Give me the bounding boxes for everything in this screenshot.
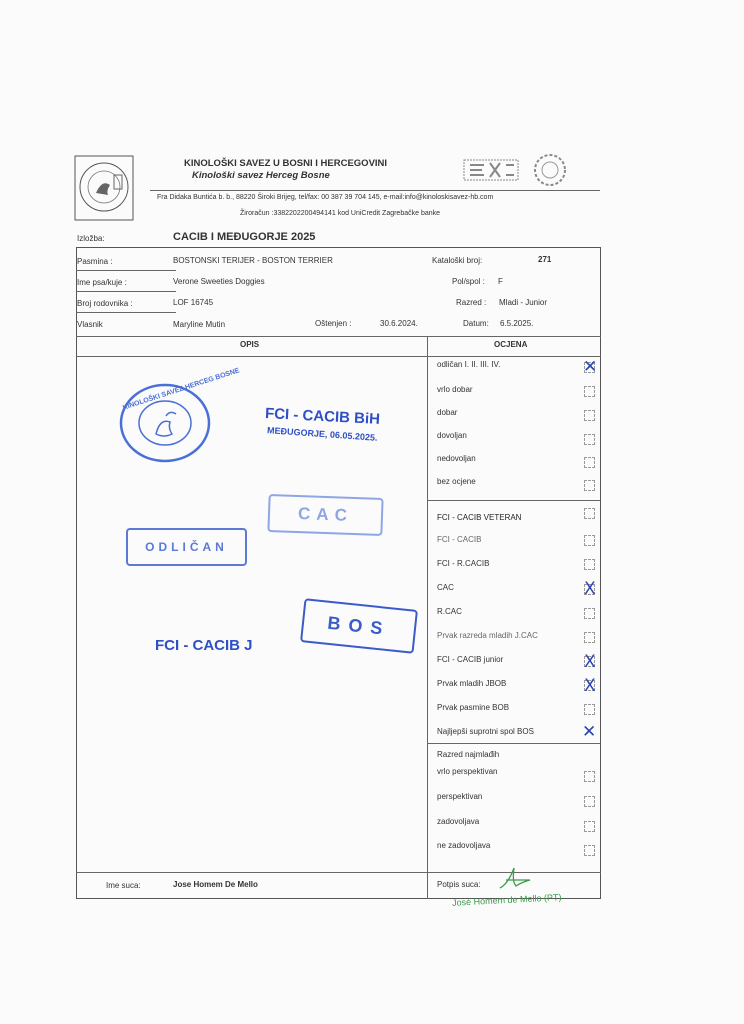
award-row (428, 724, 600, 748)
ime-label: Ime psa/kuje : (77, 278, 127, 287)
grade-label: vrlo dobar (437, 385, 473, 394)
rodovnik-label: Broj rodovnika : (77, 299, 133, 308)
young-row (428, 788, 600, 812)
row-line (76, 312, 176, 313)
award-row (428, 532, 600, 556)
young-label: zadovoljava (437, 817, 480, 826)
award-label: CAC (437, 583, 454, 592)
check-mark-icon: X (584, 676, 596, 696)
grade-label: odličan I. II. III. IV. (437, 360, 501, 369)
pol-label: Pol/spol : (452, 277, 485, 286)
grade-checkbox[interactable] (584, 434, 595, 445)
young-label: perspektivan (437, 792, 483, 801)
check-mark-icon: ✕ (582, 722, 597, 742)
award-checkbox[interactable] (584, 559, 595, 570)
young-list (428, 764, 600, 860)
header-divider (150, 190, 600, 191)
young-label: vrlo perspektivan (437, 767, 498, 776)
grade-label: dobar (437, 408, 458, 417)
young-title: Razred najmlađih (437, 750, 500, 759)
grades-divider (427, 500, 600, 501)
young-row (428, 836, 600, 860)
razred-label: Razred : (456, 298, 487, 307)
osteni-value: 30.6.2024. (380, 319, 418, 328)
pasmina-label: Pasmina : (77, 257, 113, 266)
check-mark-icon: X (584, 652, 596, 672)
org-sub: Kinološki savez Herceg Bosne (192, 170, 330, 181)
signature-stamp: José Homem de Mello (PT) (451, 892, 562, 908)
row-line (76, 270, 176, 271)
osteni-label: Oštenjen : (315, 319, 352, 328)
katalog-value: 271 (538, 255, 552, 264)
award-row (428, 676, 600, 700)
award-label: R.CAC (437, 607, 462, 616)
grade-row (428, 357, 600, 380)
grade-row (428, 403, 600, 426)
award-label: FCI - R.CACIB (437, 559, 490, 568)
vlasnik-label: Vlasnik (77, 320, 103, 329)
young-checkbox[interactable] (584, 821, 595, 832)
young-label: ne zadovoljava (437, 841, 491, 850)
round-stamp-text: KINOLOŠKI SAVEZ HERCEG BOSNE (121, 367, 241, 412)
judge-signature (496, 866, 536, 896)
award-row (428, 556, 600, 580)
katalog-label: Kataloški broj: (432, 256, 483, 265)
ocjena-header: OCJENA (494, 340, 528, 349)
izlozba-label: Izložba: (77, 234, 105, 243)
award-checkbox[interactable] (584, 535, 595, 546)
cacib-j-stamp: FCI - CACIB J (155, 637, 253, 654)
award-label: FCI - CACIB (437, 535, 482, 544)
award-label: Prvak pasmine BOB (437, 703, 510, 712)
grade-row (428, 380, 600, 403)
award-row (428, 508, 600, 532)
award-label: Najljepši suprotni spol BOS (437, 727, 534, 736)
opis-header: OPIS (240, 340, 260, 349)
grades-list (428, 357, 600, 498)
grade-row (428, 472, 600, 495)
young-checkbox[interactable] (584, 845, 595, 856)
odlican-stamp: ODLIČAN (126, 528, 247, 566)
award-checkbox[interactable] (584, 632, 595, 643)
datum-value: 6.5.2025. (500, 319, 534, 328)
award-label: Prvak razreda mladih J.CAC (437, 631, 538, 640)
award-checkbox[interactable] (584, 608, 595, 619)
award-label: FCI - CACIB VETERAN (437, 513, 522, 522)
izlozba-value: CACIB I MEĐUGORJE 2025 (173, 231, 316, 243)
fci-logo (462, 157, 520, 183)
judge-value: Jose Homem De Mello (173, 880, 258, 889)
row-line (76, 291, 176, 292)
award-checkbox[interactable] (584, 508, 595, 519)
emblem-logo (532, 152, 568, 188)
org-logo (74, 155, 134, 221)
grade-checkbox[interactable] (584, 386, 595, 397)
org-name: KINOLOŠKI SAVEZ U BOSNI I HERCEGOVINI (184, 158, 388, 169)
young-checkbox[interactable] (584, 796, 595, 807)
award-label: FCI - CACIB junior (437, 655, 504, 664)
vlasnik-value: Maryline Mutin (173, 320, 226, 329)
judge-label: Ime suca: (106, 881, 141, 890)
grade-label: dovoljan (437, 431, 467, 440)
razred-value: Mladi - Junior (499, 298, 548, 307)
award-row (428, 652, 600, 676)
grade-label: bez ocjene (437, 477, 476, 486)
cacib-bih-stamp: FCI - CACIB BiH (264, 405, 381, 428)
awards-divider (427, 743, 600, 744)
young-row (428, 812, 600, 836)
column-header-top (76, 336, 601, 337)
grade-label: nedovoljan (437, 454, 476, 463)
check-mark-icon: X (584, 579, 596, 599)
grade-checkbox[interactable] (584, 457, 595, 468)
medugorje-stamp: MEĐUGORJE, 06.05.2025. (266, 425, 378, 443)
bos-stamp: BOS (300, 598, 418, 654)
award-row (428, 700, 600, 724)
young-row (428, 764, 600, 788)
cac-stamp: CAC (267, 494, 383, 536)
grade-row (428, 426, 600, 449)
grade-checkbox[interactable] (584, 410, 595, 421)
org-bank: Žiroračun :3382202200494141 kod UniCredit Zagrebačke banke (240, 210, 441, 217)
org-address: Fra Didaka Buntića b. b., 88220 Široki Brijeg, tel/fax: 00 387 39 704 145, e-mail:info@kinoloskisavez-hb.com (157, 194, 494, 201)
young-checkbox[interactable] (584, 771, 595, 782)
round-club-stamp (118, 367, 241, 464)
rodovnik-value: LOF 16745 (173, 298, 214, 307)
award-row (428, 628, 600, 652)
pol-value: F (498, 277, 503, 286)
award-label: Prvak mladih JBOB (437, 679, 507, 688)
signature-label: Potpis suca: (437, 880, 481, 889)
pasmina-value: BOSTONSKI TERIJER - BOSTON TERRIER (173, 256, 333, 265)
award-row (428, 580, 600, 604)
award-row (428, 604, 600, 628)
ime-value: Verone Sweeties Doggies (173, 277, 265, 286)
grade-row (428, 449, 600, 472)
datum-label: Datum: (463, 319, 489, 328)
award-checkbox[interactable] (584, 704, 595, 715)
check-mark-icon: ✕ (583, 357, 598, 377)
awards-list (428, 508, 600, 744)
grade-checkbox[interactable] (584, 480, 595, 491)
